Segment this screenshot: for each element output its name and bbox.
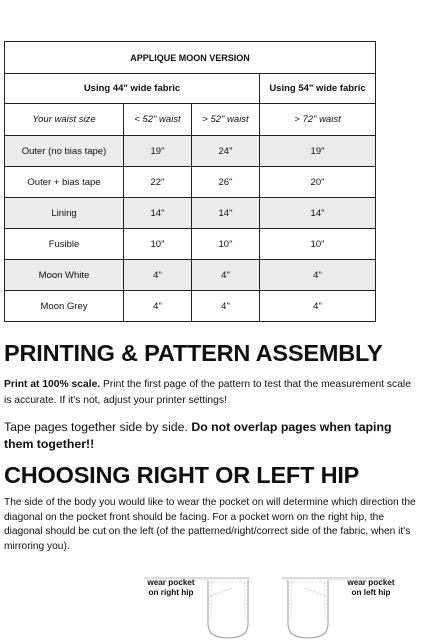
table-row — [5, 167, 376, 198]
cell: 10" — [192, 229, 260, 260]
cell: 4" — [124, 291, 192, 322]
left-hip-label — [342, 578, 400, 598]
cell: 4" — [192, 291, 260, 322]
taping-instructions — [4, 419, 416, 453]
cell: 20" — [260, 167, 376, 198]
row-label: Moon Grey — [5, 291, 124, 322]
size-col-2: > 52" waist — [192, 104, 260, 136]
cell: 26" — [192, 167, 260, 198]
cell: 4" — [260, 291, 376, 322]
pocket-right-hip-diagram — [138, 560, 258, 640]
table-row — [5, 229, 376, 260]
cell: 10" — [260, 229, 376, 260]
tape-text: Tape pages together side by side. — [4, 420, 192, 434]
table-title: APPLIQUE MOON VERSION — [5, 42, 376, 74]
fabric-requirements-table — [4, 41, 376, 322]
row-label: Outer + bias tape — [5, 167, 124, 198]
print-scale-lead: Print at 100% scale. — [4, 379, 101, 390]
cell: 10" — [124, 229, 192, 260]
printing-instructions — [4, 377, 416, 409]
row-label: Lining — [5, 198, 124, 229]
cell: 14" — [124, 198, 192, 229]
size-col-1: < 52" waist — [124, 104, 192, 136]
table-row — [5, 291, 376, 322]
right-hip-label — [146, 578, 196, 598]
left-hip-label-line-1: wear pocket — [347, 578, 395, 587]
right-hip-label-line-1: wear pocket — [147, 578, 195, 587]
print-scale-text: Print the first page of the pattern to test that the measurement scale is accurate. If it's not, adjust your printer settings! — [4, 379, 411, 406]
right-hip-label-line-2: on right hip — [148, 588, 194, 597]
header-44-wide: Using 44" wide fabric — [5, 74, 260, 104]
cell: 4" — [124, 260, 192, 291]
cell: 4" — [260, 260, 376, 291]
cell: 19" — [260, 136, 376, 167]
row-label: Outer (no bias tape) — [5, 136, 124, 167]
size-col-3: > 72" waist — [260, 104, 376, 136]
row-label: Moon White — [5, 260, 124, 291]
header-54-wide: Using 54" wide fabric — [260, 74, 376, 104]
printing-heading: PRINTING & PATTERN ASSEMBLY — [4, 340, 383, 366]
left-hip-label-line-2: on left hip — [351, 588, 391, 597]
row-label: Fusible — [5, 229, 124, 260]
hip-instructions: The side of the body you would like to wear the pocket on will determine which direction the diagonal on the pocket front should be facing. For a pocket worn on the right hip, the diagonal should be cut on the left (of the patterned/right/correct side of the fabric, when it's mirroring you). — [4, 497, 416, 552]
table-row — [5, 260, 376, 291]
cell: 4" — [192, 260, 260, 291]
table-row — [5, 136, 376, 167]
hip-heading: CHOOSING RIGHT OR LEFT HIP — [4, 462, 360, 488]
cell: 14" — [260, 198, 376, 229]
cell: 14" — [192, 198, 260, 229]
waist-size-header: Your waist size — [5, 104, 124, 136]
cell: 24" — [192, 136, 260, 167]
cell: 22" — [124, 167, 192, 198]
pocket-left-hip-diagram — [280, 560, 420, 640]
table-row — [5, 198, 376, 229]
tape-warning: Do not overlap pages when taping them together!! — [4, 420, 392, 451]
cell: 19" — [124, 136, 192, 167]
